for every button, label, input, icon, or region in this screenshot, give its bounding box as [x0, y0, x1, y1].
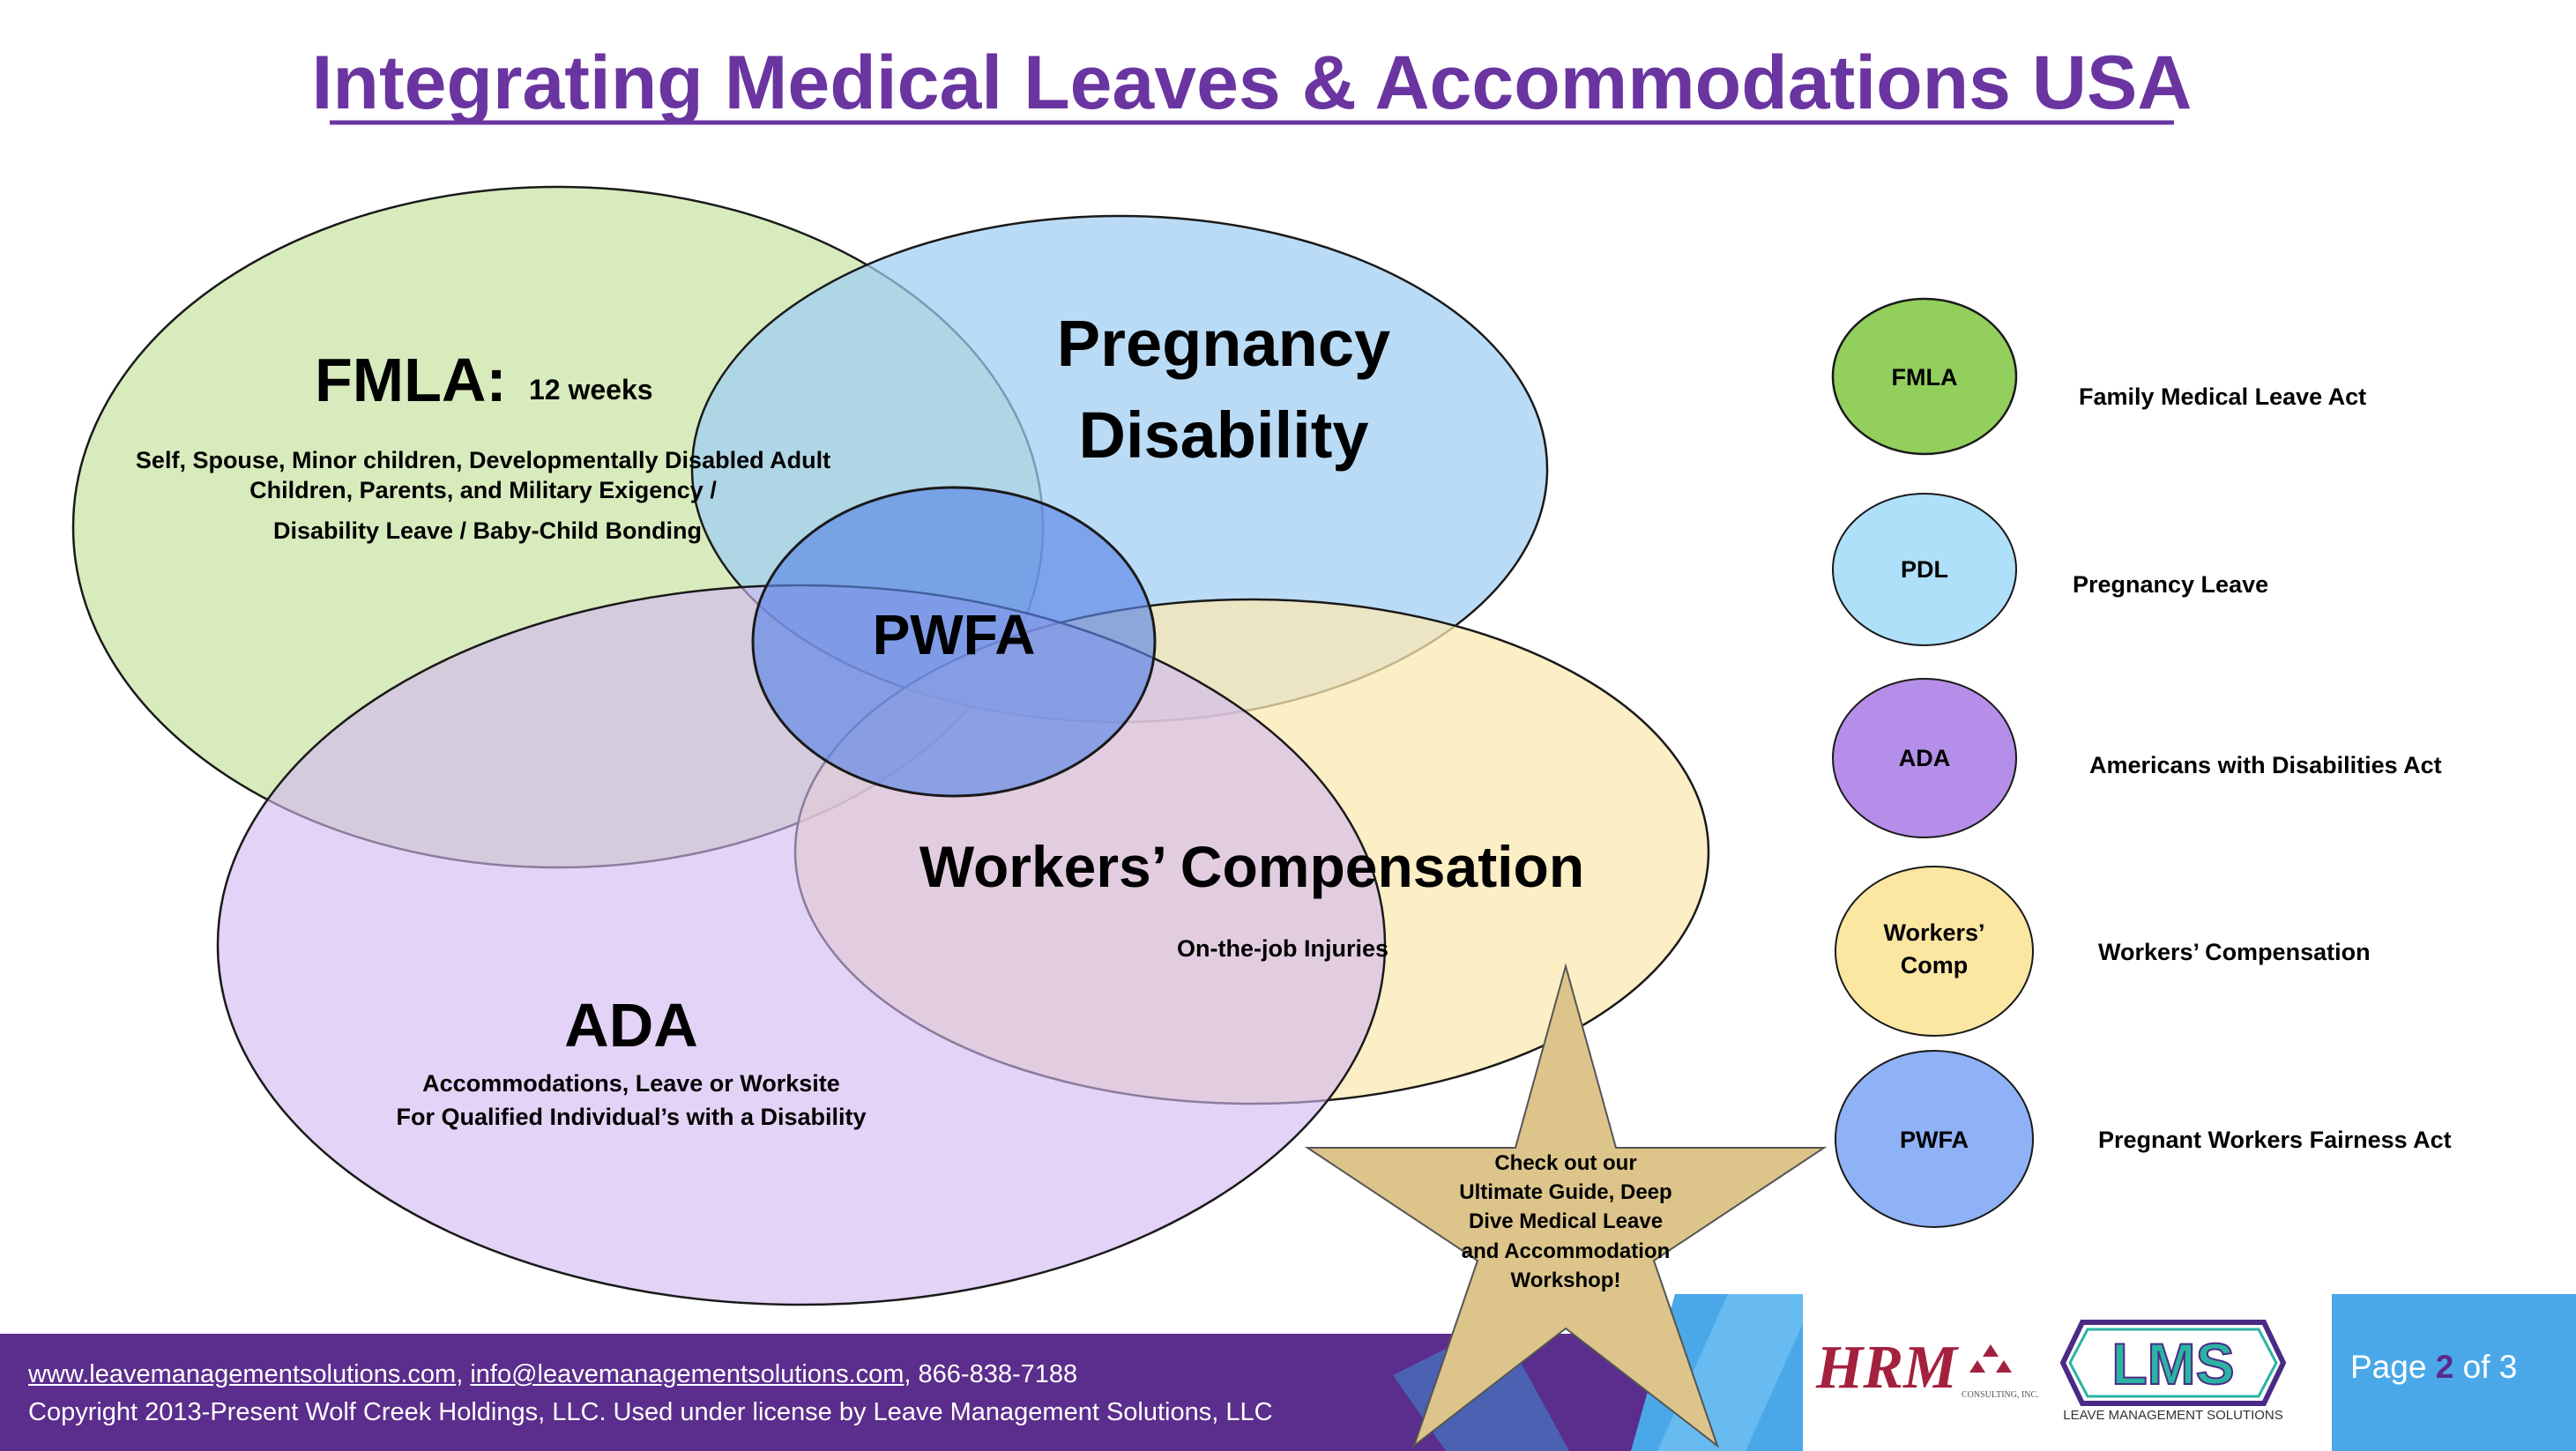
footer-contact — [28, 1356, 1273, 1432]
pregnancy-heading-line-2: Disability — [1078, 398, 1369, 472]
page-suffix: of 3 — [2462, 1349, 2518, 1385]
legend-abbr-pwfa: PWFA — [1900, 1127, 1969, 1153]
lms-logo-text: LMS — [2111, 1331, 2235, 1396]
legend-label-pwfa: Pregnant Workers Fairness Act — [2098, 1127, 2452, 1153]
fmla-line-2: Children, Parents, and Military Exigency / — [249, 477, 717, 503]
phone-number: , 866-838-7188 — [904, 1360, 1078, 1388]
workers-comp-heading: Workers’ Compensation — [919, 834, 1585, 899]
lms-logo[interactable] — [2063, 1322, 2283, 1423]
ada-heading: ADA — [564, 991, 698, 1060]
star-line-3: Dive Medical Leave — [1468, 1209, 1664, 1233]
footer-contact-line — [28, 1356, 1273, 1394]
hrm-logo-subtext: CONSULTING, INC. — [1962, 1390, 2039, 1400]
legend-abbr-pdl: PDL — [1901, 556, 1948, 583]
legend-icon-workers-comp — [1835, 867, 2033, 1036]
copyright-text: Copyright 2013-Present Wolf Creek Holdings, LLC. Used under license by Leave Management Solutions, LLC — [28, 1398, 1273, 1426]
fmla-heading: FMLA: — [315, 346, 507, 414]
lms-logo-subtext: LEAVE MANAGEMENT SOLUTIONS — [2063, 1408, 2283, 1423]
legend-abbr-ada: ADA — [1898, 745, 1951, 771]
page-current: 2 — [2435, 1349, 2463, 1385]
legend-label-workers-comp: Workers’ Compensation — [2098, 939, 2371, 965]
star-line-4: and Accommodation — [1461, 1239, 1671, 1263]
legend-abbr-fmla: FMLA — [1891, 364, 1958, 391]
page-indicator — [2350, 1349, 2517, 1386]
email-link[interactable]: info@leavemanagementsolutions.com — [470, 1360, 905, 1388]
star-line-5: Workshop! — [1510, 1269, 1621, 1292]
page-title: Integrating Medical Leaves & Accommodations USA — [311, 41, 2193, 125]
star-line-2: Ultimate Guide, Deep — [1459, 1180, 1672, 1204]
fmla-subheading: 12 weeks — [529, 374, 653, 406]
website-link[interactable]: www.leavemanagementsolutions.com — [28, 1360, 457, 1388]
hrm-logo-text: HRM — [1815, 1334, 1960, 1402]
pwfa-label: PWFA — [872, 603, 1036, 666]
fmla-line-1: Self, Spouse, Minor children, Developmentally Disabled Adult — [135, 447, 831, 473]
legend — [1833, 299, 2452, 1227]
page-prefix: Page — [2350, 1349, 2427, 1385]
legend-label-pdl: Pregnancy Leave — [2073, 571, 2269, 598]
ada-line-1: Accommodations, Leave or Worksite — [422, 1070, 840, 1097]
workers-comp-subtext: On-the-job Injuries — [1177, 935, 1389, 962]
footer-separator: , — [456, 1360, 471, 1388]
legend-label-ada: Americans with Disabilities Act — [2089, 752, 2442, 778]
fmla-line-3: Disability Leave / Baby-Child Bonding — [272, 517, 703, 544]
pregnancy-heading-line-1: Pregnancy — [1056, 307, 1391, 380]
ada-line-2: For Qualified Individual’s with a Disability — [396, 1104, 867, 1130]
legend-abbr-workers-comp-line-2: Comp — [1900, 952, 1969, 978]
star-line-1: Check out our — [1494, 1151, 1637, 1175]
legend-label-fmla: Family Medical Leave Act — [2079, 383, 2367, 410]
legend-abbr-workers-comp-line-1: Workers’ — [1883, 919, 1985, 946]
